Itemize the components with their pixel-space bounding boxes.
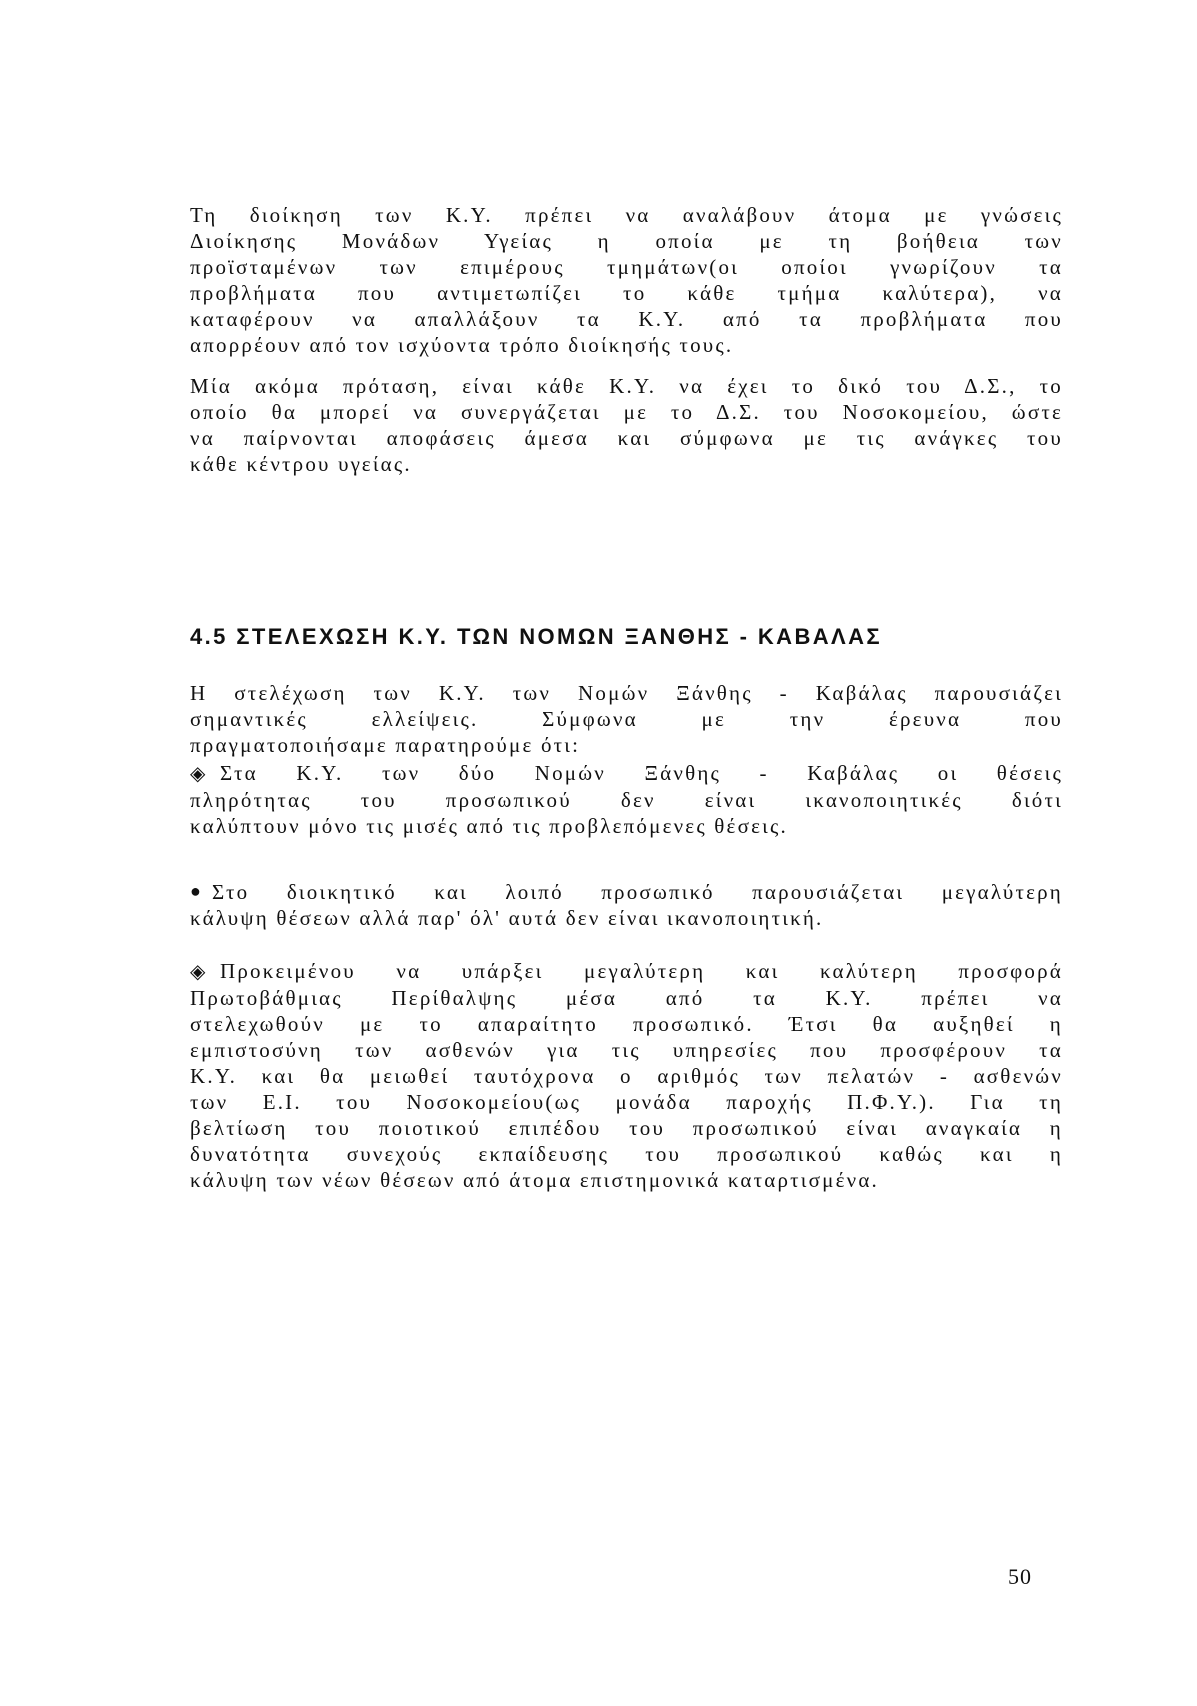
text-line: Μία ακόμα πρόταση, είναι κάθε Κ.Υ. να έχει το δικό του Δ.Σ., το: [190, 374, 1063, 398]
text-line: [190, 958, 1063, 985]
dot-bullet-icon: ●: [190, 881, 201, 901]
text-line: [190, 878, 1063, 905]
bullet-admin-staff: [190, 878, 1063, 931]
text-line: Η στελέχωση των Κ.Υ. των Νομών Ξάνθης - Καβάλας παρουσιάζει: [190, 681, 1063, 705]
text-line: Διοίκησης Μονάδων Υγείας η οποία με τη βοήθεια των: [190, 229, 1063, 253]
text-line: καταφέρουν να απαλλάξουν τα Κ.Υ. από τα προβλήματα που: [190, 307, 1063, 331]
text-line: στελεχωθούν με το απαραίτητο προσωπικό. Έτσι θα αυξηθεί η: [190, 1012, 1063, 1036]
text-line: οποίο θα μπορεί να συνεργάζεται με το Δ.Σ. του Νοσοκομείου, ώστε: [190, 400, 1063, 424]
text-line: πραγματοποιήσαμε παρατηρούμε ότι:: [190, 733, 581, 757]
text-line: κάλυψη θέσεων αλλά παρ' όλ' αυτά δεν είναι ικανοποιητική.: [190, 906, 824, 930]
bullet-staffing-positions: [190, 760, 1063, 839]
text-line: δυνατότητα συνεχούς εκπαίδευσης του προσωπικού καθώς και η: [190, 1142, 1063, 1166]
text-line: καλύπτουν μόνο τις μισές από τις προβλεπόμενες θέσεις.: [190, 814, 788, 838]
text-line: προϊσταμένων των επιμέρους τμημάτων(οι οποίοι γνωρίζουν τα: [190, 255, 1063, 279]
text-line-content: Στο διοικητικό και λοιπό προσωπικό παρουσιάζεται μεγαλύτερη: [212, 880, 1063, 904]
text-line: σημαντικές ελλείψεις. Σύμφωνα με την έρευνα που: [190, 707, 1063, 731]
paragraph-staffing-intro: [190, 680, 1063, 758]
text-line-content: Στα Κ.Υ. των δύο Νομών Ξάνθης - Καβάλας οι θέσεις: [220, 761, 1063, 785]
text-line: κάθε κέντρου υγείας.: [190, 452, 412, 476]
text-line-content: Προκειμένου να υπάρξει μεγαλύτερη και καλύτερη προσφορά: [220, 959, 1063, 983]
text-line: [190, 760, 1063, 787]
text-line: Κ.Υ. και θα μειωθεί ταυτόχρονα ο αριθμός των πελατών - ασθενών: [190, 1064, 1063, 1088]
text-line: εμπιστοσύνη των ασθενών για τις υπηρεσίες που προσφέρουν τα: [190, 1038, 1063, 1062]
page-number: 50: [1008, 1564, 1032, 1589]
text-line: κάλυψη των νέων θέσεων από άτομα επιστημονικά καταρτισμένα.: [190, 1168, 879, 1192]
text-line: πληρότητας του προσωπικού δεν είναι ικανοποιητικές διότι: [190, 788, 1063, 812]
text-line: των Ε.Ι. του Νοσοκομείου(ως μονάδα παροχής Π.Φ.Υ.). Για τη: [190, 1090, 1063, 1114]
text-line: προβλήματα που αντιμετωπίζει το κάθε τμήμα καλύτερα), να: [190, 281, 1063, 305]
text-line: βελτίωση του ποιοτικού επιπέδου του προσωπικού είναι αναγκαία η: [190, 1116, 1063, 1140]
bullet-primary-care: [190, 958, 1063, 1193]
text-line: να παίρνονται αποφάσεις άμεσα και σύμφωνα με τις ανάγκες του: [190, 426, 1063, 450]
paragraph-board-proposal: [190, 373, 1063, 477]
text-line: Τη διοίκηση των Κ.Υ. πρέπει να αναλάβουν άτομα με γνώσεις: [190, 203, 1063, 227]
text-line: Πρωτοβάθμιας Περίθαλψης μέσα από τα Κ.Υ. πρέπει να: [190, 986, 1063, 1010]
diamond-bullet-icon: ◈: [190, 961, 206, 983]
section-heading: 4.5 ΣΤΕΛΕΧΩΣΗ Κ.Υ. ΤΩΝ ΝΟΜΩΝ ΞΑΝΘΗΣ - ΚΑΒΑΛΑΣ: [190, 624, 882, 649]
text-line: απορρέουν από τον ισχύοντα τρόπο διοίκησής τους.: [190, 333, 734, 357]
paragraph-management: [190, 202, 1063, 358]
diamond-bullet-icon: ◈: [190, 763, 206, 785]
